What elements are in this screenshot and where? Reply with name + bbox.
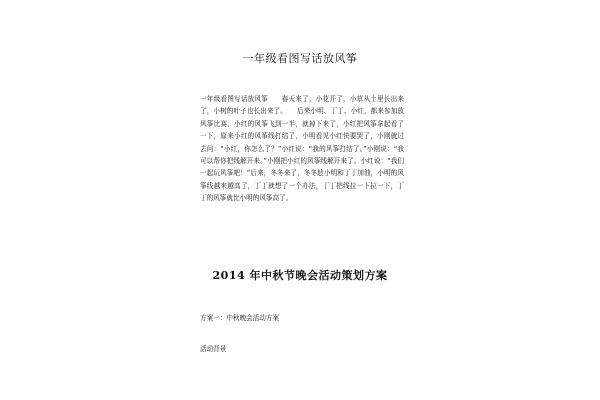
article-paragraph: 一年级看图写话放风筝 春天来了，小花开了，小草从土里长出来了，小树的叶子也长出来了。 后来小明、丁丁、小红，都来参加放风筝比赛，小红的风筝飞到一半，就掉下来了，小红把风筝拿起看了一下，原来小红的风筝线打结了，小明看见小红快要哭了，小刚就过去问：“小红，你怎么了？”小红说：“我的风筝打结了。”小刚说：“我可以帮你把线解开来。”小刚把小红的风筝线解开来了。小红说：“我们一起玩风筝吧！”后来，冬冬来了，冬冬趁小明和丁丁加油，小明的风筝线越来越高了，丁丁就想了一个办法，丁丁把线拉一下拉一下，丁丁的风筝就比小明的风筝高了。: [200, 95, 404, 203]
section-heading-background: 活动背景: [200, 345, 227, 353]
plan-subtitle: 方案一：中秋晚会活动方案: [200, 314, 280, 322]
plan-title: 2014 年中秋节晚会活动策划方案: [212, 269, 388, 282]
article-title: 一年级看图写话放风筝: [242, 52, 358, 65]
